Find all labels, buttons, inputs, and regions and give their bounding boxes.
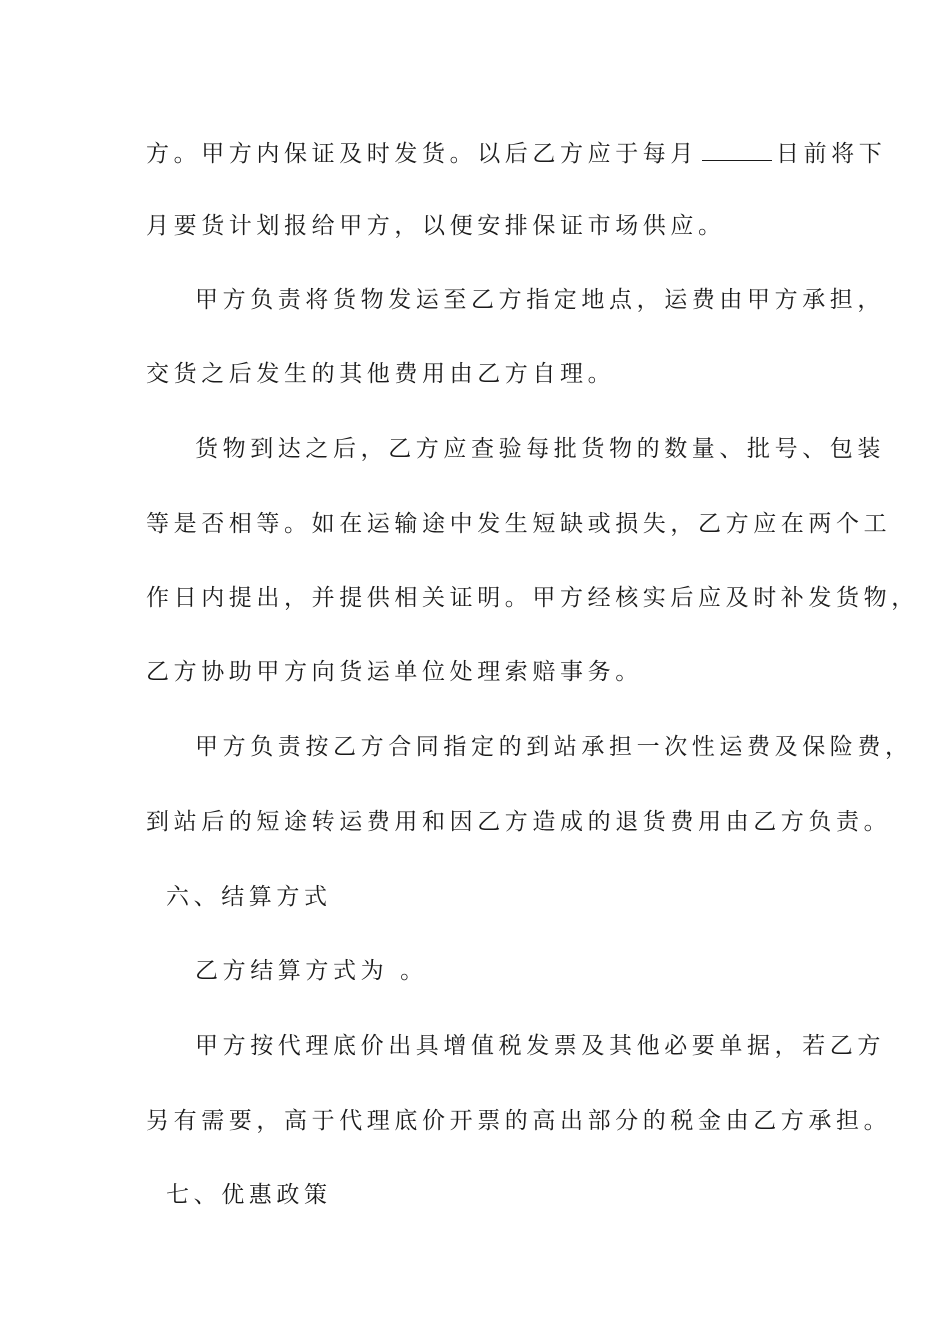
paragraph-line: 另有需要，高于代理底价开票的高出部分的税金由乙方承担。 [146, 1108, 892, 1134]
paragraph-line: 甲方负责将货物发运至乙方指定地点，运费由甲方承担， [195, 287, 885, 313]
paragraph-line: 等是否相等。如在运输途中发生短缺或损失，乙方应在两个工 [146, 511, 892, 537]
paragraph-line [146, 139, 887, 169]
paragraph-line: 甲方负责按乙方合同指定的到站承担一次性运费及保险费， [195, 734, 913, 760]
section-heading: 七、优惠政策 [166, 1182, 332, 1208]
paragraph-line: 乙方结算方式为 。 [195, 958, 428, 984]
paragraph-line: 作日内提出，并提供相关证明。甲方经核实后应及时补发货物， [146, 585, 919, 611]
fill-in-blank [702, 140, 772, 161]
paragraph-line: 交货之后发生的其他费用由乙方自理。 [146, 361, 616, 387]
text-segment: 日前将下 [776, 141, 887, 167]
paragraph-line: 月要货计划报给甲方，以便安排保证市场供应。 [146, 213, 726, 239]
paragraph-line: 货物到达之后，乙方应查验每批货物的数量、批号、包装 [195, 436, 885, 462]
paragraph-line: 到站后的短途转运费用和因乙方造成的退货费用由乙方负责。 [146, 809, 892, 835]
paragraph-line: 甲方按代理底价出具增值税发票及其他必要单据，若乙方 [195, 1033, 885, 1059]
text-segment: 方。甲方内保证及时发货。以后乙方应于每月 [146, 141, 698, 167]
paragraph-line: 乙方协助甲方向货运单位处理索赔事务。 [146, 659, 643, 685]
section-heading: 六、结算方式 [166, 884, 332, 910]
